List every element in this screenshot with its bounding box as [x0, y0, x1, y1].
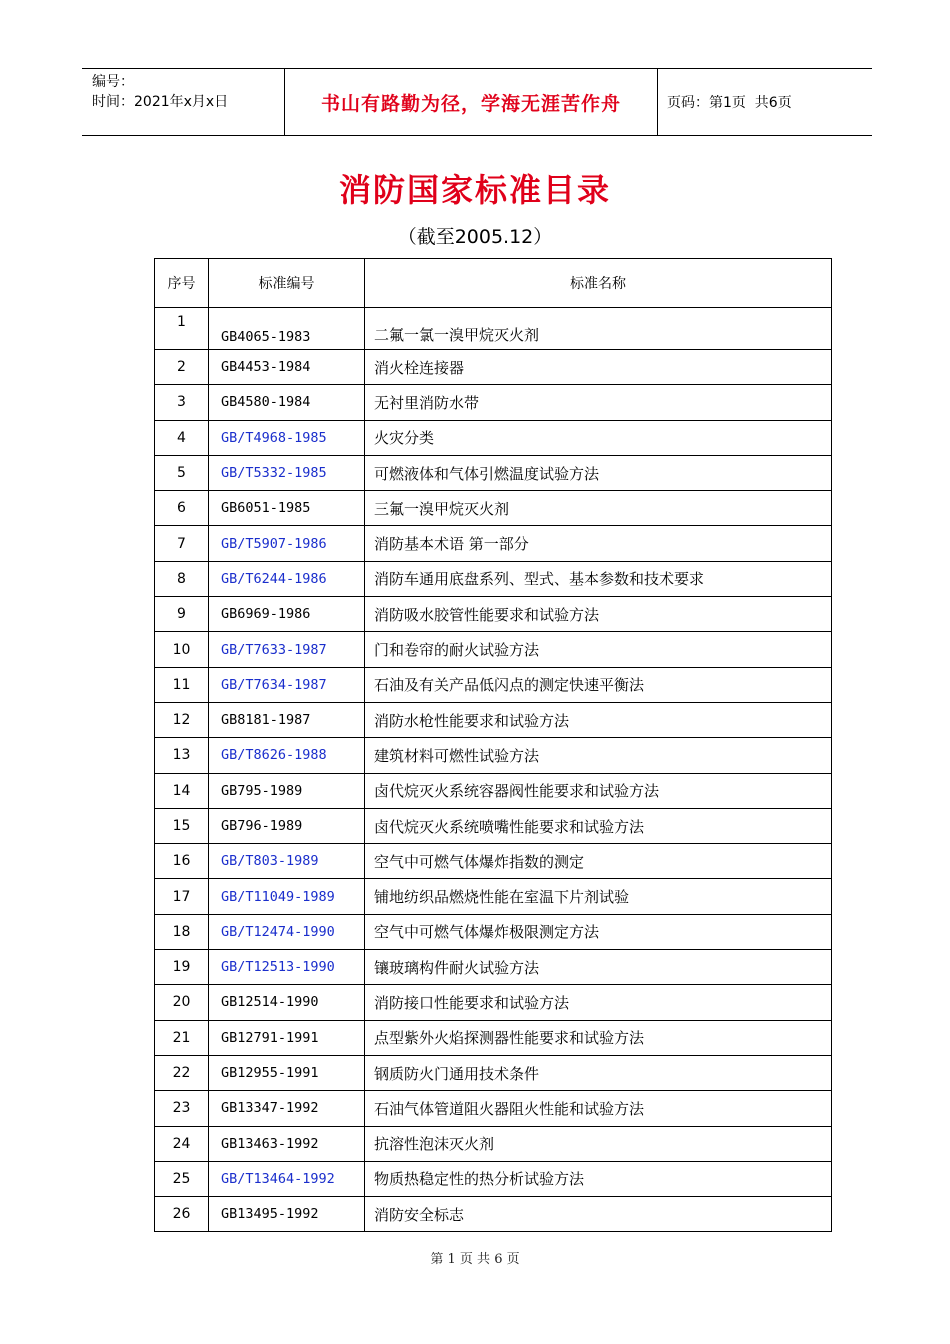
standard-name: 消防安全标志: [365, 1197, 832, 1232]
standard-code: GB6051-1985: [209, 491, 365, 526]
standard-code: GB6969-1986: [209, 597, 365, 632]
row-seq: 18: [155, 914, 209, 949]
standard-name: 消防水枪性能要求和试验方法: [365, 702, 832, 737]
standard-name: 空气中可燃气体爆炸极限测定方法: [365, 914, 832, 949]
standard-code: GB12514-1990: [209, 985, 365, 1020]
table-row: [155, 455, 832, 490]
row-seq: 10: [155, 632, 209, 667]
standard-code-link[interactable]: GB/T5332-1985: [209, 455, 365, 490]
standard-name: 二氟一氯一溴甲烷灭火剂: [365, 308, 832, 350]
number-label: 编号：: [92, 74, 134, 90]
row-seq: 23: [155, 1091, 209, 1126]
row-seq: 20: [155, 985, 209, 1020]
standard-code-link[interactable]: GB/T7634-1987: [209, 667, 365, 702]
row-seq: 5: [155, 455, 209, 490]
table-row: [155, 526, 832, 561]
table-row: [155, 491, 832, 526]
standard-code-link[interactable]: GB/T8626-1988: [209, 738, 365, 773]
row-seq: 24: [155, 1126, 209, 1161]
table-row: [155, 1197, 832, 1232]
standards-table: [154, 258, 832, 1232]
row-seq: 4: [155, 420, 209, 455]
standard-name: 抗溶性泡沫灭火剂: [365, 1126, 832, 1161]
standard-code-link[interactable]: GB/T803-1989: [209, 844, 365, 879]
standard-code-link[interactable]: GB/T4968-1985: [209, 420, 365, 455]
page-footer: 第 1 页 共 6 页: [430, 1252, 520, 1267]
table-header-row: [155, 259, 832, 308]
document-header: [82, 68, 872, 136]
standard-name: 无衬里消防水带: [365, 385, 832, 420]
row-seq: 8: [155, 561, 209, 596]
table-row: [155, 350, 832, 385]
table-row: [155, 308, 832, 350]
table-row: [155, 702, 832, 737]
table-row: [155, 879, 832, 914]
row-seq: 25: [155, 1161, 209, 1196]
row-seq: 19: [155, 950, 209, 985]
standard-code-link[interactable]: GB/T13464-1992: [209, 1161, 365, 1196]
standard-name: 建筑材料可燃性试验方法: [365, 738, 832, 773]
table-row: [155, 738, 832, 773]
row-seq: 1: [155, 308, 209, 350]
standard-code-link[interactable]: GB/T11049-1989: [209, 879, 365, 914]
standard-name: 消防车通用底盘系列、型式、基本参数和技术要求: [365, 561, 832, 596]
row-seq: 15: [155, 808, 209, 843]
row-seq: 6: [155, 491, 209, 526]
row-seq: 17: [155, 879, 209, 914]
standard-name: 钢质防火门通用技术条件: [365, 1055, 832, 1090]
standard-code: GB4453-1984: [209, 350, 365, 385]
row-seq: 13: [155, 738, 209, 773]
standard-name: 可燃液体和气体引燃温度试验方法: [365, 455, 832, 490]
standard-name: 消防接口性能要求和试验方法: [365, 985, 832, 1020]
header-code: 标准编号: [209, 259, 365, 308]
standard-code-link[interactable]: GB/T5907-1986: [209, 526, 365, 561]
standard-code: GB12791-1991: [209, 1020, 365, 1055]
table-row: [155, 1126, 832, 1161]
standard-name: 石油及有关产品低闪点的测定快速平衡法: [365, 667, 832, 702]
standard-code: GB13495-1992: [209, 1197, 365, 1232]
page-title: 消防国家标准目录: [338, 171, 611, 209]
row-seq: 14: [155, 773, 209, 808]
standard-code: GB13463-1992: [209, 1126, 365, 1161]
standard-name: 物质热稳定性的热分析试验方法: [365, 1161, 832, 1196]
standard-code: GB8181-1987: [209, 702, 365, 737]
standard-code: GB795-1989: [209, 773, 365, 808]
table-row: [155, 420, 832, 455]
standard-name: 火灾分类: [365, 420, 832, 455]
standard-name: 点型紫外火焰探测器性能要求和试验方法: [365, 1020, 832, 1055]
standard-name: 铺地纺织品燃烧性能在室温下片剂试验: [365, 879, 832, 914]
table-body: [155, 308, 832, 1232]
header-motto: 书山有路勤为径，学海无涯苦作舟: [284, 69, 658, 135]
row-seq: 22: [155, 1055, 209, 1090]
standard-code-link[interactable]: GB/T7633-1987: [209, 632, 365, 667]
table-row: [155, 985, 832, 1020]
standard-code-link[interactable]: GB/T12513-1990: [209, 950, 365, 985]
standard-name: 消火栓连接器: [365, 350, 832, 385]
table-row: [155, 1055, 832, 1090]
page-subtitle: （截至2005.12）: [397, 226, 553, 248]
table-row: [155, 773, 832, 808]
standard-name: 三氟一溴甲烷灭火剂: [365, 491, 832, 526]
row-seq: 26: [155, 1197, 209, 1232]
table-row: [155, 950, 832, 985]
table-row: [155, 1091, 832, 1126]
table-row: [155, 914, 832, 949]
standard-code: GB4580-1984: [209, 385, 365, 420]
row-seq: 9: [155, 597, 209, 632]
standard-name: 空气中可燃气体爆炸指数的测定: [365, 844, 832, 879]
header-seq: 序号: [155, 259, 209, 308]
standard-code: GB4065-1983: [209, 308, 365, 350]
table-row: [155, 632, 832, 667]
table-row: [155, 808, 832, 843]
header-name: 标准名称: [365, 259, 832, 308]
table-row: [155, 597, 832, 632]
standard-name: 消防吸水胶管性能要求和试验方法: [365, 597, 832, 632]
row-seq: 2: [155, 350, 209, 385]
table-row: [155, 667, 832, 702]
standard-name: 镶玻璃构件耐火试验方法: [365, 950, 832, 985]
table-row: [155, 1161, 832, 1196]
time-label: 时间：2021年x月x日: [92, 94, 229, 110]
row-seq: 3: [155, 385, 209, 420]
header-page-info: 页码：第1页 共6页: [667, 95, 792, 111]
table-row: [155, 1020, 832, 1055]
table-row: [155, 844, 832, 879]
standard-code-link[interactable]: GB/T12474-1990: [209, 914, 365, 949]
standard-code: GB12955-1991: [209, 1055, 365, 1090]
row-seq: 7: [155, 526, 209, 561]
standard-code: GB13347-1992: [209, 1091, 365, 1126]
row-seq: 21: [155, 1020, 209, 1055]
standard-name: 卤代烷灭火系统容器阀性能要求和试验方法: [365, 773, 832, 808]
table-row: [155, 561, 832, 596]
standard-name: 石油气体管道阻火器阻火性能和试验方法: [365, 1091, 832, 1126]
standard-code-link[interactable]: GB/T6244-1986: [209, 561, 365, 596]
row-seq: 16: [155, 844, 209, 879]
standard-name: 门和卷帘的耐火试验方法: [365, 632, 832, 667]
row-seq: 11: [155, 667, 209, 702]
header-meta: [82, 69, 284, 135]
standard-name: 消防基本术语 第一部分: [365, 526, 832, 561]
row-seq: 12: [155, 702, 209, 737]
standard-code: GB796-1989: [209, 808, 365, 843]
standard-name: 卤代烷灭火系统喷嘴性能要求和试验方法: [365, 808, 832, 843]
table-row: [155, 385, 832, 420]
